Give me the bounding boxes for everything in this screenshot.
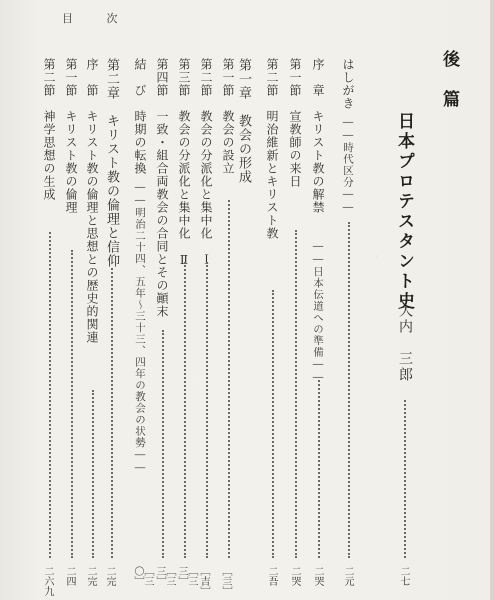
toc-entry-section[interactable] (266, 58, 278, 240)
toc-entry-subtitle: ――明治二十四、五年～三十三、四年の教会の状勢―― (134, 181, 146, 475)
toc-entry-section[interactable] (65, 58, 77, 214)
toc-page-number: ［三三］ (154, 566, 175, 586)
toc-page-number: 二哭 (289, 566, 300, 586)
running-head (62, 10, 119, 26)
toc-entry-section[interactable] (156, 58, 168, 318)
toc-entry-title: 第一節 宣教師の来日 (288, 58, 302, 188)
toc-entry-chapter-1[interactable] (237, 58, 250, 184)
leader-dots (111, 268, 113, 558)
toc-entry-title: 第二節 明治維新とキリスト教 (265, 58, 279, 240)
leader-dots (184, 262, 186, 558)
running-head-char-2: 次 (106, 12, 119, 25)
toc-entry-title: 序 節 キリスト教の倫理と思想との歴史的関連 (85, 58, 99, 344)
toc-page-number: 二四 (64, 566, 75, 586)
leader-dots (162, 330, 164, 558)
running-head-char-1: 目 (62, 12, 74, 25)
toc-entry-subtitle: ――日本伝道への準備―― (312, 240, 324, 384)
bleed-through: ・ (369, 250, 383, 262)
toc-entry-section[interactable] (222, 58, 234, 175)
toc-page-number: 二六九 (42, 566, 53, 596)
toc-entry-title: 第二節 神学思想の生成 (42, 58, 56, 201)
toc-entry-title: 第三節 教会の分派化と集中化 Ⅱ (177, 58, 191, 268)
toc-entry-title: 第二節 教会の分派化と集中化 Ｉ (199, 58, 213, 266)
author-name: 大内 三郎 (397, 303, 413, 383)
toc-entry-title: 第二章 キリスト教の倫理と信仰 (104, 58, 119, 268)
leader-dots (272, 290, 274, 558)
author-page: 二七 (398, 566, 409, 586)
toc-entry-title: 第一章 教会の形成 (236, 58, 251, 184)
part-label: 後 篇 (439, 50, 459, 110)
toc-page-number: 二完 (104, 566, 115, 586)
leader-dots-author (404, 400, 406, 558)
toc-page-number: 二完 (85, 566, 96, 586)
toc-page-number: ［三三］ (176, 566, 197, 586)
toc-entry-title: 第一節 キリスト教の倫理 (64, 58, 78, 214)
part-title: 日本プロテスタント史 (394, 112, 414, 312)
toc-entry-title: 第四節 一致・組合両教会の合同とその顚末 (155, 58, 169, 318)
toc-entry-section[interactable] (178, 58, 190, 268)
toc-entry-title: 第一節 教会の設立 (221, 58, 235, 175)
toc-entry-section[interactable] (43, 58, 55, 201)
toc-entry-hashigaki[interactable] (342, 58, 354, 214)
toc-entry-chapter-2[interactable] (105, 58, 118, 268)
leader-dots (348, 222, 350, 558)
leader-dots (318, 380, 320, 558)
toc-entry-section[interactable] (86, 58, 98, 344)
toc-page-number: ［三〇］ (132, 566, 153, 586)
toc-entry-subtitle: ――時代区分―― (342, 116, 354, 214)
leader-dots (92, 390, 94, 558)
toc-page-number: 二哭 (312, 566, 323, 586)
toc-entry-title: 序 章 キリスト教の解禁 (311, 58, 325, 214)
leader-dots (228, 200, 230, 558)
leader-dots (206, 262, 208, 558)
leader-dots (71, 250, 73, 558)
toc-entry-title: はしがき (341, 58, 355, 110)
toc-entry-section[interactable] (289, 58, 301, 188)
toc-page-number: ［吉］ (198, 566, 209, 596)
toc-entry-title: 結 び 時期の転換 (133, 58, 147, 175)
leader-dots (295, 230, 297, 558)
toc-page-number: 二元 (342, 566, 353, 586)
toc-page-number: ［亖］ (220, 566, 231, 596)
toc-entry-conclusion[interactable] (134, 58, 146, 475)
toc-page-number: 二吾 (266, 566, 277, 586)
toc-entry-jo-sho[interactable] (312, 58, 324, 384)
page-edge-shadow (490, 0, 494, 600)
leader-dots (49, 232, 51, 558)
toc-entry-section[interactable] (200, 58, 212, 266)
